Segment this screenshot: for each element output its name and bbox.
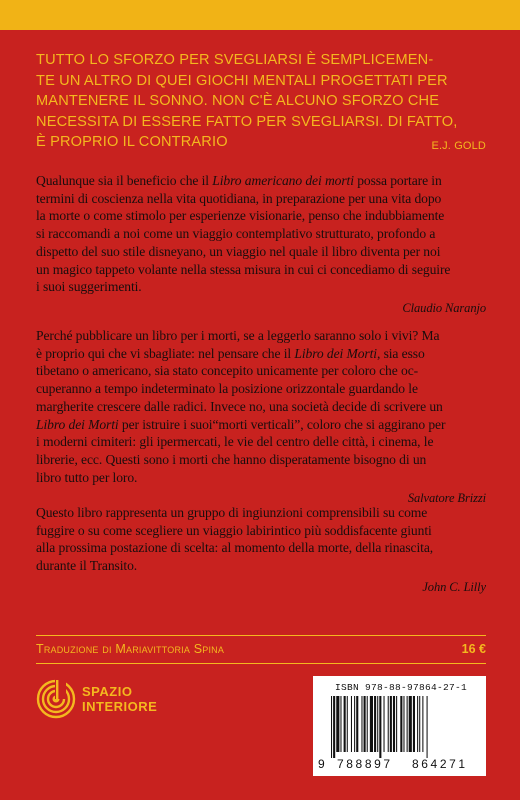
quote-text: , sia esso [376, 345, 425, 361]
quote-line: libro tutto per loro. [36, 469, 138, 485]
epigraph-line: MANTENERE IL SONNO. NON C'È ALCUNO SFORZO CHE [36, 93, 440, 109]
quote-text: è proprio qui che vi sbagliate: nel pensare che il [36, 345, 295, 361]
quote-author: John C. Lilly [422, 579, 486, 594]
quote-author: Claudio Naranjo [402, 300, 486, 315]
barcode-bar [379, 696, 381, 758]
spiral-logo-icon [36, 679, 76, 719]
quote-line: i moderni cimiteri: gli ipermercati, le vie del centro delle città, i cinema, le [36, 434, 434, 450]
epigraph-line: TUTTO LO SFORZO PER SVEGLIARSI È SEMPLICEMEN- [36, 52, 434, 68]
barcode-bar [361, 696, 362, 752]
top-color-band [0, 0, 520, 30]
barcode-bar [396, 696, 397, 752]
barcode-bar [427, 696, 428, 758]
barcode-bar [340, 696, 341, 752]
barcode-bar [403, 696, 404, 752]
isbn-label: ISBN 978-88-97864-27-1 [335, 682, 468, 693]
barcode-bar [347, 696, 348, 752]
barcode-bar [388, 696, 389, 752]
barcode-bar [356, 696, 358, 752]
divider-bottom [36, 663, 486, 664]
epigraph-author: E.J. GOLD [431, 139, 486, 152]
publisher-name [82, 684, 157, 714]
publisher-name-line: SPAZIO [82, 684, 133, 699]
translator-credit: Traduzione di Mariavittoria Spina [36, 642, 225, 656]
barcode-digits-left: 788897 [337, 757, 393, 771]
epigraph-line: NECESSITA DI ESSERE FATTO PER SVEGLIARSI. DI FATTO, [36, 113, 458, 130]
quote-line: termini di coscienza nella vita quotidiana, in preparazione per una vita dopo [36, 190, 442, 206]
barcode-bar [370, 696, 373, 752]
barcode-bar [409, 696, 412, 752]
epigraph-quote [36, 50, 486, 153]
quote-line: dispetto del suo stile disneyano, un viaggio nel quale il libro diventa per noi [36, 243, 441, 259]
book-title: Libro dei Morti [294, 345, 377, 361]
quote-author: Salvatore Brizzi [407, 491, 486, 506]
barcode-bar [374, 696, 376, 752]
barcode-bar [377, 696, 378, 752]
quote-lilly [36, 504, 486, 597]
quote-brizzi [36, 327, 486, 508]
quote-line [36, 345, 486, 363]
isbn-barcode-box [313, 676, 486, 776]
barcode-bar [384, 696, 385, 752]
quote-line: alla prossima postazione di scelta: al momento della morte, della rinascita, [36, 540, 434, 556]
barcode-bar [390, 696, 392, 752]
barcode-bar [336, 696, 339, 752]
barcode-bar [417, 696, 418, 752]
quote-line: librerie, ecc. Questi sono i morti che hanno disperatamente bisogno di un [36, 451, 427, 467]
barcode-bar [422, 696, 423, 752]
book-title: Libro americano dei morti [212, 173, 354, 188]
divider-top [36, 635, 486, 636]
quote-text: Qualunque sia il beneficio che il [36, 173, 213, 188]
epigraph-line: TE UN ALTRO DI QUEI GIOCHI MENTALI PROGETTATI PER [36, 72, 448, 89]
quote-line: fuggire o su come scegliere un viaggio labirintico più soddisfacente giunti [36, 522, 432, 538]
barcode-bar [333, 696, 335, 758]
publisher-name-line: INTERIORE [82, 699, 158, 714]
barcode-bar [407, 696, 408, 752]
quote-text: per istruire i suoi“morti verticali”, coloro che si aggirano per [118, 416, 446, 432]
barcode-bar [393, 696, 395, 752]
quote-line: Questo libro rappresenta un gruppo di ingiunzioni comprensibili su come [36, 505, 428, 520]
price-label: 16 € [461, 642, 486, 656]
quote-line: tibetano o americano, sia stato concepito unicamente per coloro che oc- [36, 363, 419, 379]
quote-line: margherite crescere dalle radici. Invece no, una società decide di scrivere un [36, 398, 443, 414]
quote-line: i suoi suggerimenti. [36, 279, 142, 295]
barcode-bar [331, 696, 332, 758]
book-title: Libro dei Morti [36, 416, 119, 432]
quote-line [36, 172, 486, 190]
epigraph-line: È PROPRIO IL CONTRARIO [36, 134, 228, 150]
barcode-digits-right: 864271 [412, 757, 468, 771]
quote-text: possa portare in [353, 173, 442, 188]
barcode-bar [367, 696, 368, 752]
barcode-bar [400, 696, 402, 752]
barcode-graphic [325, 696, 483, 760]
quote-line: si raccomandi a noi come un viaggio contemplativo strutturato, profondo a [36, 226, 436, 242]
barcode-bar [344, 696, 346, 752]
barcode-bar [351, 696, 352, 752]
quote-line: Perché pubblicare un libro per i morti, se a leggerlo saranno solo i vivi? Ma [36, 328, 440, 343]
quote-line [36, 416, 486, 434]
quote-line: un magico tappeto volante nella stessa misura in cui ci concediamo di seguire [36, 261, 451, 277]
quote-line: la morte o come stimolo per esperienze visionarie, penso che indubbiamente [36, 208, 445, 224]
quote-line: cuperanno a tempo indeterminato la posizione orizzontale guardando le [36, 381, 418, 397]
quote-naranjo [36, 172, 486, 318]
barcode-bar [354, 696, 355, 752]
barcode-bar [419, 696, 420, 752]
barcode-bar [364, 696, 366, 752]
quote-line: durante il Transito. [36, 558, 138, 574]
barcode-bar [413, 696, 415, 752]
barcode-digit-first: 9 [318, 757, 325, 771]
